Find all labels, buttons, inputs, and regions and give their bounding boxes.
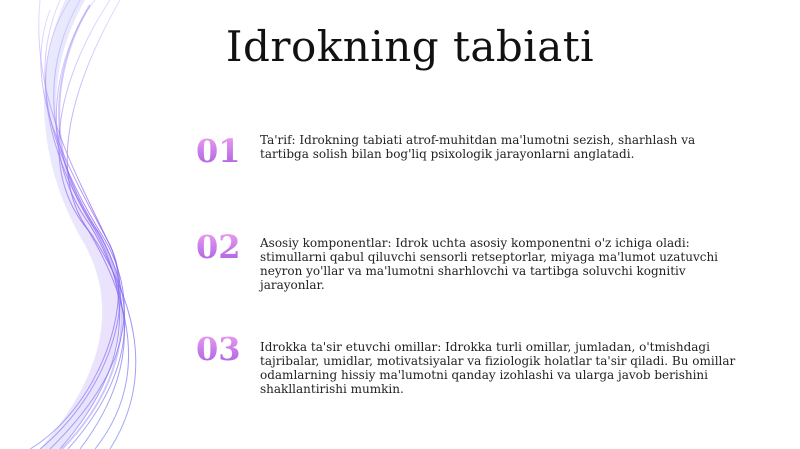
decorative-wave-graphic [0,0,200,449]
item-text: Idrokka ta'sir etuvchi omillar: Idrokka turli omillar, jumladan, o'tmishdagi tajribalar, umidlar, motivatsiyalar va fiziologik holatlar ta'sir qiladi. Bu omillar odamlarning hissiy ma'lumotni qanday izohlashi va ularga javob berishini shakllantirishi mumkin. [260,340,736,396]
item-number: 02 [196,228,246,266]
item-number: 03 [196,330,246,368]
item-text: Ta'rif: Idrokning tabiati atrof-muhitdan ma'lumotni sezish, sharhlash va tartibga solish bilan bog'liq psixologik jarayonlarni anglatadi. [260,133,696,161]
slide-title: Idrokning tabiati [225,22,595,71]
item-number: 01 [196,132,246,170]
item-text: Asosiy komponentlar: Idrok uchta asosiy komponentni o'z ichiga oladi: stimullarni qabul qiluvchi sensorli retseptorlar, miyaga ma'lumot uzatuvchi neyron yo'llar va ma'lumotni sharhlovchi va tartibga soluvchi kognitiv jarayonlar. [260,236,719,292]
